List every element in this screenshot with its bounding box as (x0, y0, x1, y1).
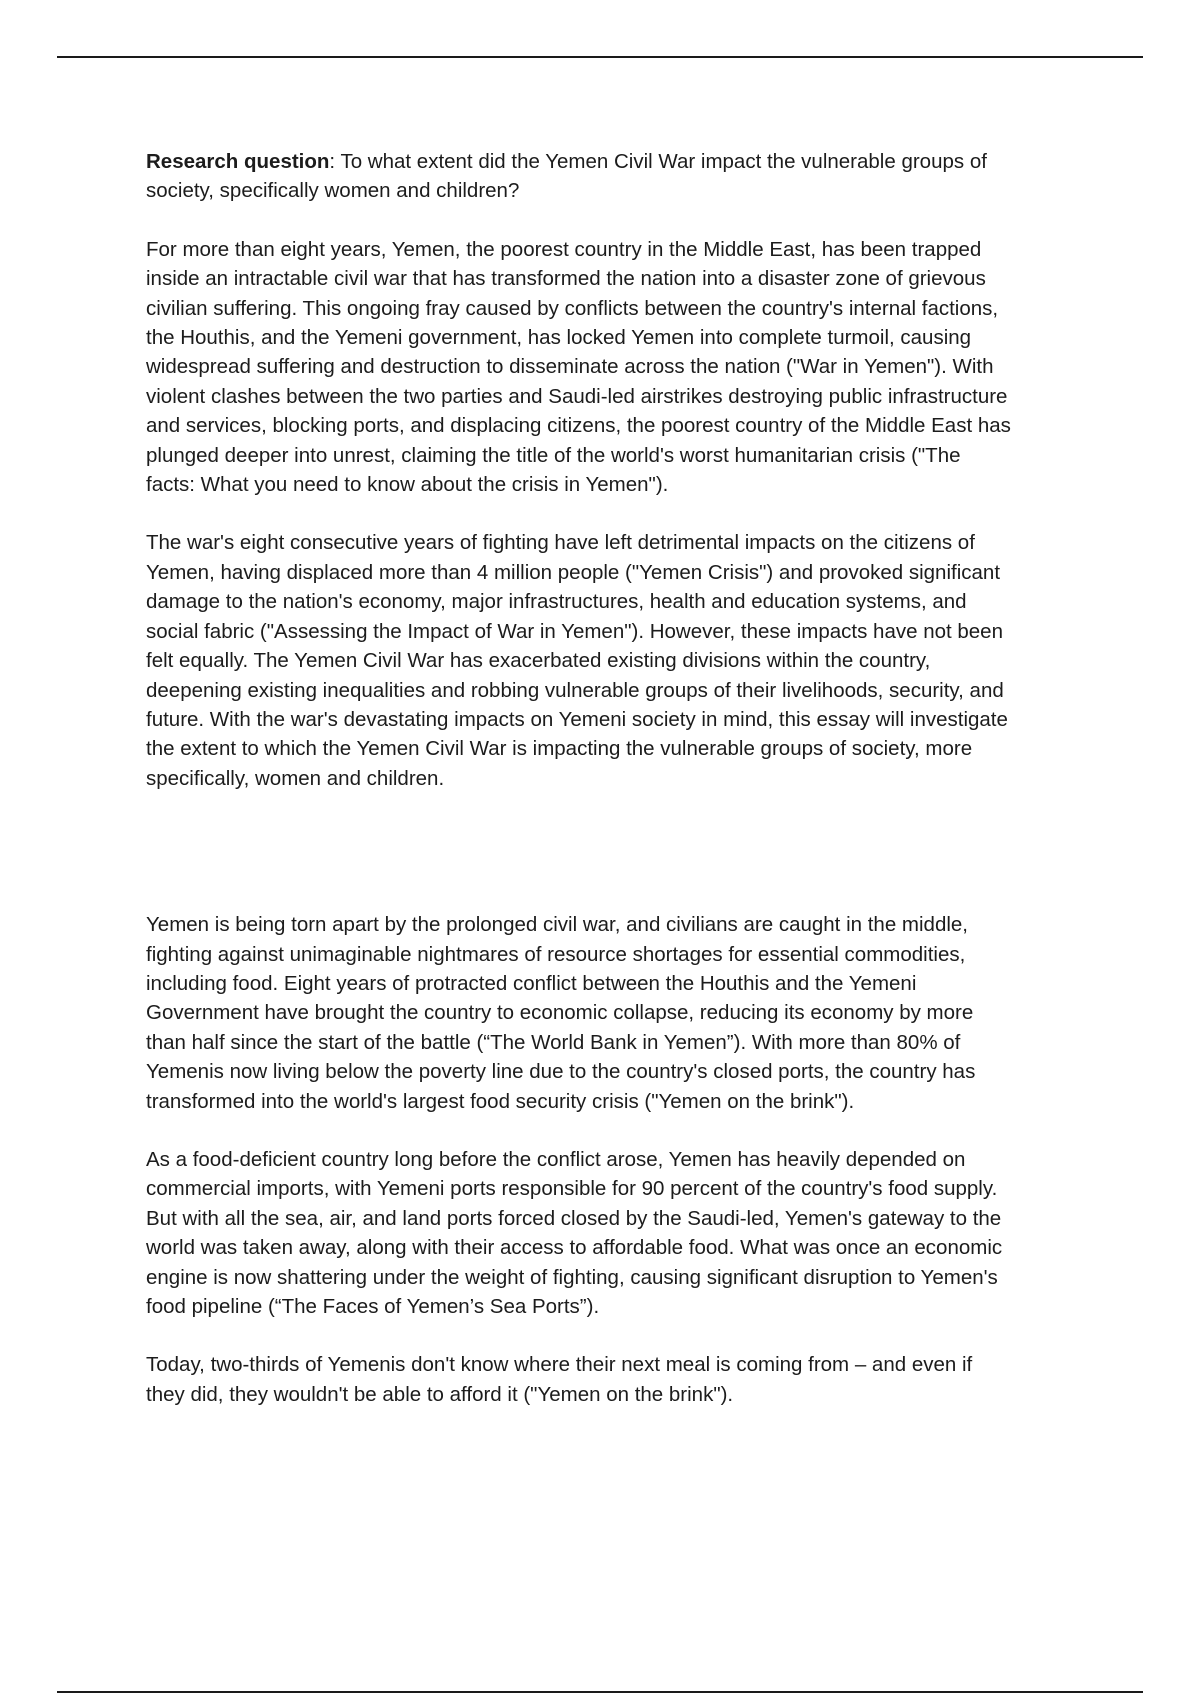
paragraph-line: As a food-deficient country long before the conflict arose, Yemen has heavily depended on (146, 1147, 966, 1171)
paragraph-line: But with all the sea, air, and land ports forced closed by the Saudi-led, Yemen's gateway to the (146, 1206, 1002, 1230)
paragraph-line: For more than eight years, Yemen, the poorest country in the Middle East, has been trapped (146, 237, 982, 261)
top-rule (57, 56, 1143, 58)
bottom-rule (57, 1691, 1143, 1693)
paragraph-today (146, 1350, 1096, 1409)
paragraph-line: Yemenis now living below the poverty line due to the country's closed ports, the country has (146, 1060, 976, 1084)
paragraph-line: damage to the nation's economy, major infrastructures, health and education systems, and (146, 590, 967, 614)
document-body (146, 147, 1096, 1438)
paragraph-intro (146, 235, 1096, 500)
paragraph-line: and services, blocking ports, and displacing citizens, the poorest country of the Middle East has (146, 414, 1011, 438)
paragraph-line: social fabric ("Assessing the Impact of War in Yemen"). However, these impacts have not been (146, 619, 1003, 643)
paragraph-food-crisis (146, 910, 1096, 1116)
paragraph-line: civilian suffering. This ongoing fray caused by conflicts between the country's internal factions, (146, 296, 999, 320)
paragraph-line: fighting against unimaginable nightmares of resource shortages for essential commodities, (146, 942, 966, 966)
paragraph-line: felt equally. The Yemen Civil War has exacerbated existing divisions within the country, (146, 649, 931, 673)
paragraph-line: the extent to which the Yemen Civil War is impacting the vulnerable groups of society, more (146, 737, 973, 761)
research-question (146, 147, 1096, 206)
paragraph-line: The war's eight consecutive years of fighting have left detrimental impacts on the citizens of (146, 531, 975, 555)
paragraph-line: the Houthis, and the Yemeni government, has locked Yemen into complete turmoil, causing (146, 326, 972, 350)
paragraph-line: world was taken away, along with their access to affordable food. What was once an economic (146, 1236, 1003, 1260)
paragraph-line: Today, two-thirds of Yemenis don't know where their next meal is coming from – and even if (146, 1353, 973, 1377)
paragraph-line: Yemen is being torn apart by the prolonged civil war, and civilians are caught in the middle, (146, 913, 969, 937)
paragraph-line: than half since the start of the battle (“The World Bank in Yemen”). With more than 80% of (146, 1030, 961, 1054)
paragraph-ports (146, 1145, 1096, 1321)
paragraph-line: violent clashes between the two parties and Saudi-led airstrikes destroying public infrastructure (146, 384, 1008, 408)
paragraph-line: future. With the war's devastating impacts on Yemeni society in mind, this essay will investigate (146, 707, 1008, 731)
paragraph-line: engine is now shattering under the weight of fighting, causing significant disruption to Yemen's (146, 1265, 998, 1289)
paragraph-line: specifically, women and children. (146, 766, 445, 790)
paragraph-line: including food. Eight years of protracted conflict between the Houthis and the Yemeni (146, 971, 917, 995)
research-question-label: Research question (146, 150, 330, 173)
research-question-text: : To what extent did the Yemen Civil War impact the vulnerable groups of (329, 150, 987, 173)
paragraph-line: Government have brought the country to economic collapse, reducing its economy by more (146, 1001, 974, 1025)
paragraph-impacts (146, 528, 1096, 793)
paragraph-line: deepening existing inequalities and robbing vulnerable groups of their livelihoods, security, and (146, 678, 1004, 702)
paragraph-line: commercial imports, with Yemeni ports responsible for 90 percent of the country's food supply. (146, 1177, 998, 1201)
paragraph-line: widespread suffering and destruction to disseminate across the nation ("War in Yemen"). With (146, 355, 994, 379)
section-gap (146, 822, 1096, 910)
paragraph-line: Yemen, having displaced more than 4 million people ("Yemen Crisis") and provoked significant (146, 560, 1001, 584)
paragraph-line: plunged deeper into unrest, claiming the title of the world's worst humanitarian crisis ("The (146, 443, 961, 467)
paragraph-line: they did, they wouldn't be able to afford it ("Yemen on the brink"). (146, 1382, 734, 1406)
research-question-line-1 (146, 147, 1096, 176)
research-question-line-2: society, specifically women and children? (146, 179, 520, 203)
paragraph-line: facts: What you need to know about the crisis in Yemen"). (146, 473, 669, 497)
paragraph-line: inside an intractable civil war that has transformed the nation into a disaster zone of grievous (146, 267, 986, 291)
paragraph-line: food pipeline (“The Faces of Yemen’s Sea Ports”). (146, 1295, 600, 1318)
paragraph-line: transformed into the world's largest food security crisis ("Yemen on the brink"). (146, 1089, 855, 1113)
